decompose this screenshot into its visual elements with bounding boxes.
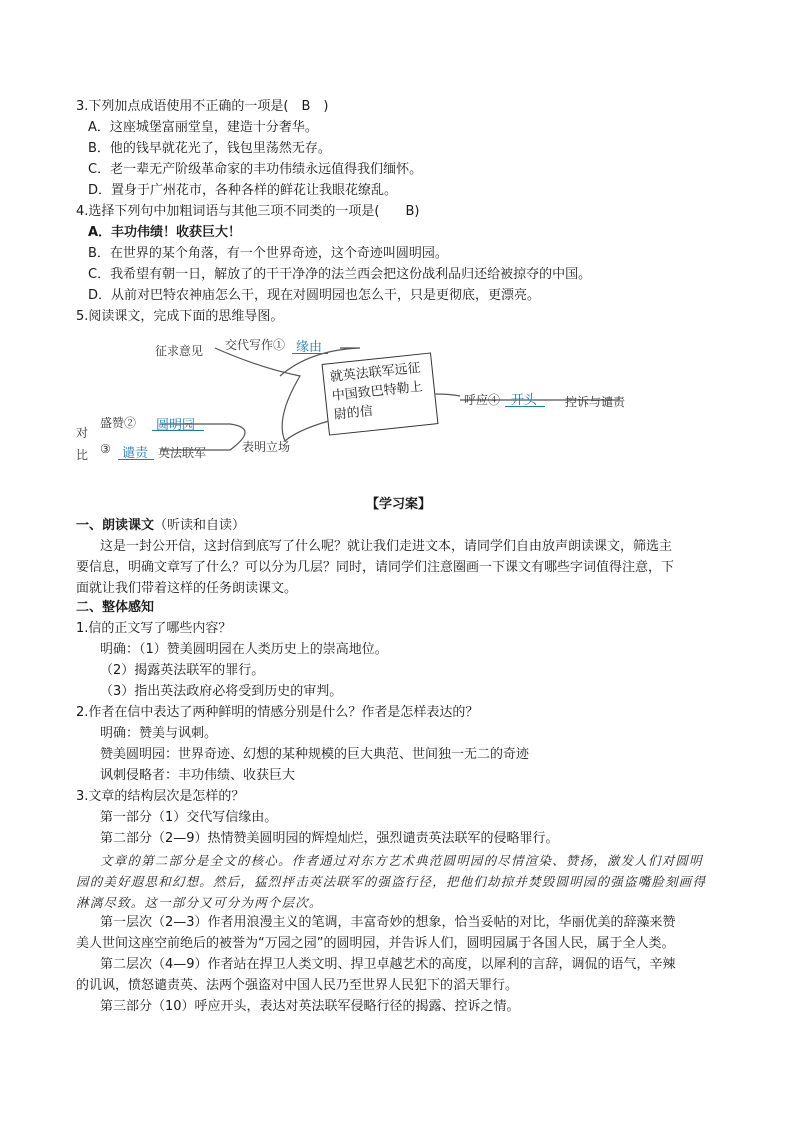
question-3-option-d: D．置身于广州花市，各种各样的鲜花让我眼花缭乱。 [88,183,398,198]
question-1-answer-3: （3）指出英法政府必将受到历史的审判。 [100,684,343,699]
section-2-heading: 二、整体感知 [76,600,155,615]
mind-map-center-note [322,352,439,435]
question-3-answer-1: 第一部分（1）交代写信缘由。 [100,810,278,825]
question-3-option-b: B．他的钱早就花光了，钱包里荡然无存。 [88,141,331,156]
question-2: 2.作者在信中表达了两种鲜明的情感分别是什么？作者是怎样表达的？ [76,705,479,720]
question-5-stem: 5.阅读课文，完成下面的思维导图。 [76,309,284,324]
mind-map-node-1-answer: 缘由 [296,340,323,355]
question-1-answer-1: 明确：（1）赞美圆明园在人类历史上的崇高地位。 [100,642,388,657]
layer-1-line-2: 美人世间这座空前绝后的被誉为“万园之园”的圆明园，并告诉人们，圆明园属于各国人民，属于全人类。 [76,936,675,951]
study-title: 【学习案】 [366,497,432,512]
layer-2-line-2: 的讥讽，愤怒谴责英、法两个强盗对中国人民乃至世界人民犯下的滔天罪行。 [76,978,519,993]
section-1-heading-main: 一、朗读课文 [76,518,155,533]
question-2-answer-2: 赞美圆明园：世界奇迹、幻想的某种规模的巨大典范、世间独一无二的奇迹 [100,747,530,762]
part-3: 第三部分（10）呼应开头，表达对英法联军侵略行径的揭露、控诉之情。 [100,999,520,1014]
mind-map-contrast-2: 比 [76,448,89,462]
section-1-paragraph-line-3: 面就让我们带着这样的任务朗读课文。 [76,581,298,596]
section-1-heading-sub: （听读和自读） [154,518,246,533]
question-4-option-d: D．从前对巴特农神庙怎么干，现在对圆明园也怎么干，只是更彻底，更漂亮。 [88,288,541,303]
question-4-option-a: A．丰功伟绩！收获巨大！ [88,225,242,240]
mind-map-node-5-answer: 开头 [511,393,538,408]
mind-map [60,328,680,478]
question-3-answer-2: 第二部分（2—9）热情赞美圆明园的辉煌灿烂，强烈谴责英法联军的侵略罪行。 [100,831,559,846]
mind-map-side-note-1: 征求意见 [155,344,204,358]
handwritten-note-line-2: 园的美好遐思和幻想。然后，猛烈抨击英法联军的强盗行径，把他们劫掠并焚毁圆明园的强盗嘴脸刻画得 [76,874,707,889]
question-3-stem: 3.下列加点成语使用不正确的一项是( B ) [76,99,329,114]
question-4-option-c: C．我希望有朝一日，解放了的干干净净的法兰西会把这份战利品归还给被掠夺的中国。 [88,267,592,282]
mind-map-node-2-label: 盛赞② [100,416,137,430]
question-1: 1.信的正文写了哪些内容？ [76,621,232,636]
handwritten-note-line-3: 淋漓尽致。这一部分又可分为两个层次。 [76,895,323,910]
mind-map-node-5-label: 呼应④ [464,393,501,407]
handwritten-note-line-1: 文章的第二部分是全文的核心。作者通过对东方艺术典范圆明园的尽情渲染、赞扬，激发人们对圆明 [100,853,703,868]
mind-map-node-1-label: 交代写作① [225,338,286,352]
section-1-paragraph-line-1: 这是一封公开信，这封信到底写了什么呢？就让我们走进文本，请同学们自由放声朗读课文，筛选主 [100,539,673,554]
question-2-answer-3: 讽刺侵略者：丰功伟绩、收获巨大 [100,768,296,783]
mind-map-node-2-answer: 圆明园 [156,418,196,433]
section-1-heading [76,516,245,536]
mind-map-node-3-prefix: ③ [100,442,111,456]
mind-map-side-note-5: 控诉与谴责 [565,395,626,409]
question-1-answer-2: （2）揭露英法联军的罪行。 [100,663,265,678]
question-3: 3.文章的结构层次是怎样的？ [76,789,245,804]
question-3-option-c: C．老一辈无产阶级革命家的丰功伟绩永远值得我们缅怀。 [88,162,423,177]
mind-map-contrast-1: 对 [76,426,89,440]
layer-1-line-1: 第一层次（2—3）作者用浪漫主义的笔调，丰富奇妙的想象，恰当妥帖的对比，华丽优美的辞藻来赞 [100,915,676,930]
question-4-stem: 4.选择下列句中加粗词语与其他三项不同类的一项是( B) [76,204,420,219]
mind-map-node-3-answer: 谴责 [122,446,149,461]
question-2-answer-1: 明确：赞美与讽刺。 [100,726,218,741]
mind-map-center-text: 就英法联军远征中国致巴特勒上尉的信 [329,360,424,423]
mind-map-node-4: 表明立场 [242,440,291,454]
mind-map-node-3-label: 英法联军 [158,446,207,460]
question-4-option-b: B．在世界的某个角落，有一个世界奇迹，这个奇迹叫圆明园。 [88,246,448,261]
section-1-paragraph-line-2: 要信息，明确文章写了什么？可以分为几层？同时，请同学们注意圈画一下课文有哪些字词值得注意，下 [76,560,675,575]
question-3-option-a: A．这座城堡富丽堂皇，建造十分奢华。 [88,120,318,135]
layer-2-line-1: 第二层次（4—9）作者站在捍卫人类文明、捍卫卓越艺术的高度，以犀利的言辞，调侃的语气，辛辣 [100,957,676,972]
